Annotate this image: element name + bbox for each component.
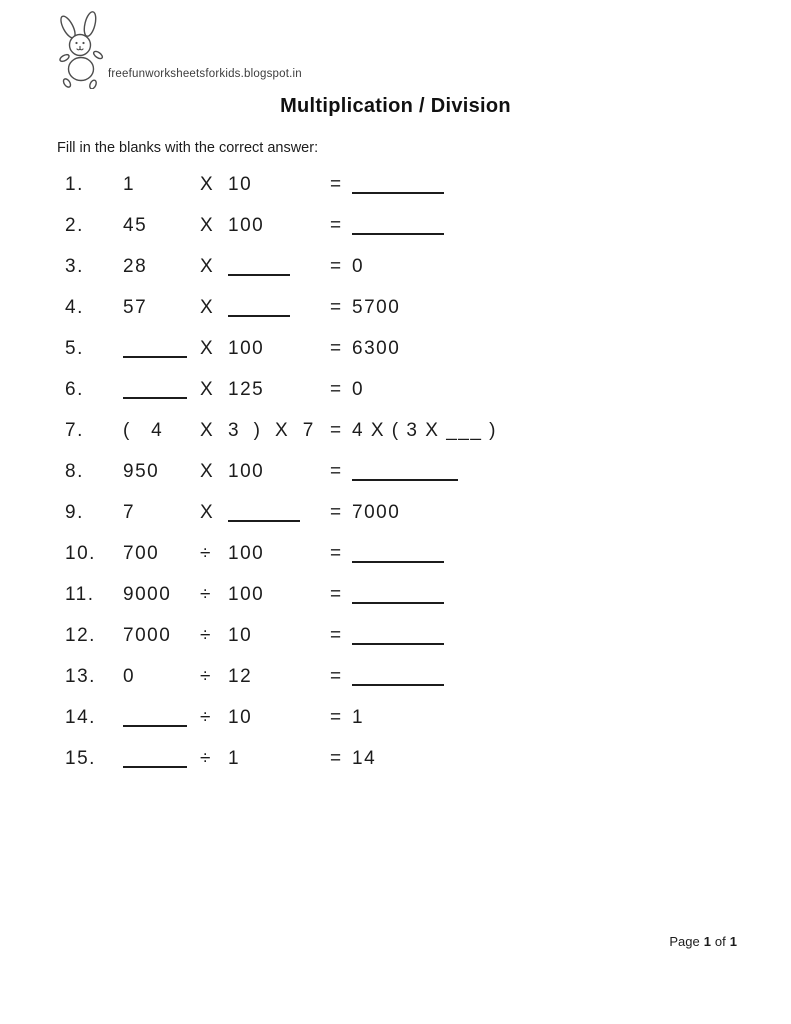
problems-list [0, 164, 791, 779]
operand-1: 0 [123, 666, 136, 687]
operand-2: 10 [228, 625, 253, 646]
operand-2: 100 [228, 338, 265, 359]
equals-sign: = [330, 420, 343, 441]
operand-1: 7000 [123, 625, 172, 646]
equals-sign: = [330, 461, 343, 482]
answer-blank [228, 519, 300, 522]
operand-1: 1 [123, 174, 136, 195]
operator: ÷ [200, 748, 212, 769]
operator: X [200, 461, 215, 482]
operand-2: 3 ) X 7 [228, 420, 315, 441]
problem-row [0, 492, 791, 533]
equals-sign: = [330, 379, 343, 400]
operator: ÷ [200, 584, 212, 605]
problem-row [0, 246, 791, 287]
problem-number: 6. [65, 379, 84, 400]
result [352, 615, 444, 656]
answer-blank [123, 724, 187, 727]
operator: X [200, 297, 215, 318]
operator: X [200, 174, 215, 195]
operator: X [200, 256, 215, 277]
equals-sign: = [330, 297, 343, 318]
equals-sign: = [330, 748, 343, 769]
answer-blank [352, 191, 444, 194]
operand-1: 7 [123, 502, 136, 523]
operator: ÷ [200, 543, 212, 564]
problem-row [0, 615, 791, 656]
result [352, 533, 444, 574]
result: 1 [352, 707, 365, 728]
instruction-text: Fill in the blanks with the correct answer: [57, 140, 319, 156]
operand-1: 950 [123, 461, 160, 482]
result [352, 205, 444, 246]
operand-1: 57 [123, 297, 148, 318]
operand-2: 10 [228, 174, 253, 195]
operand-2: 100 [228, 461, 265, 482]
problem-number: 13. [65, 666, 96, 687]
footer-of-label: of [714, 934, 726, 949]
operand-1: 700 [123, 543, 160, 564]
problem-row [0, 533, 791, 574]
equals-sign: = [330, 707, 343, 728]
equals-sign: = [330, 502, 343, 523]
footer-page-label: Page [669, 934, 700, 949]
operand-1: ( 4 [123, 420, 164, 441]
result [352, 164, 444, 205]
operand-1: 45 [123, 215, 148, 236]
answer-blank [352, 642, 444, 645]
problem-number: 10. [65, 543, 96, 564]
equals-sign: = [330, 584, 343, 605]
problem-number: 14. [65, 707, 96, 728]
footer-page-number: 1 [703, 934, 711, 949]
problem-number: 11. [65, 584, 95, 605]
result: 4 X ( 3 X ___ ) [352, 420, 498, 441]
problem-number: 8. [65, 461, 84, 482]
answer-blank [352, 601, 444, 604]
problem-row [0, 328, 791, 369]
footer-page-total: 1 [729, 934, 737, 949]
answer-blank [228, 314, 290, 317]
answer-blank [123, 355, 187, 358]
problem-number: 9. [65, 502, 84, 523]
problem-number: 15. [65, 748, 96, 769]
operand-2: 12 [228, 666, 253, 687]
operand-1 [123, 369, 200, 410]
problem-row [0, 574, 791, 615]
answer-blank [352, 560, 444, 563]
equals-sign: = [330, 256, 343, 277]
problem-row [0, 410, 791, 451]
problem-row [0, 656, 791, 697]
operand-2 [228, 287, 330, 328]
result [352, 574, 444, 615]
problem-row [0, 451, 791, 492]
operand-2: 125 [228, 379, 265, 400]
equals-sign: = [330, 666, 343, 687]
operator: ÷ [200, 707, 212, 728]
operator: ÷ [200, 666, 212, 687]
problem-row [0, 164, 791, 205]
operator: X [200, 215, 215, 236]
answer-blank [352, 683, 444, 686]
operator: X [200, 420, 215, 441]
equals-sign: = [330, 625, 343, 646]
operator: X [200, 379, 215, 400]
operand-1 [123, 328, 200, 369]
result: 6300 [352, 338, 401, 359]
problem-number: 12. [65, 625, 96, 646]
page-title: Multiplication / Division [280, 95, 511, 117]
operator: X [200, 338, 215, 359]
operand-2: 1 [228, 748, 241, 769]
operator: ÷ [200, 625, 212, 646]
equals-sign: = [330, 338, 343, 359]
result: 14 [352, 748, 377, 769]
result: 7000 [352, 502, 401, 523]
problem-row [0, 697, 791, 738]
answer-blank [123, 396, 187, 399]
result: 0 [352, 256, 365, 277]
problem-number: 2. [65, 215, 84, 236]
operand-2 [228, 492, 330, 533]
result [352, 656, 444, 697]
answer-blank [123, 765, 187, 768]
problem-number: 5. [65, 338, 84, 359]
operand-1: 28 [123, 256, 148, 277]
operand-2: 10 [228, 707, 253, 728]
problem-number: 3. [65, 256, 84, 277]
problem-number: 7. [65, 420, 84, 441]
equals-sign: = [330, 174, 343, 195]
bunny-logo-icon [54, 11, 110, 89]
equals-sign: = [330, 543, 343, 564]
operand-2: 100 [228, 543, 265, 564]
operand-2 [228, 246, 330, 287]
operand-1: 9000 [123, 584, 172, 605]
page-footer [669, 934, 737, 949]
operand-2: 100 [228, 215, 265, 236]
answer-blank [228, 273, 290, 276]
result [352, 451, 458, 492]
problem-number: 1. [65, 174, 84, 195]
result: 0 [352, 379, 365, 400]
operand-2: 100 [228, 584, 265, 605]
operand-1 [123, 697, 200, 738]
equals-sign: = [330, 215, 343, 236]
result: 5700 [352, 297, 401, 318]
operator: X [200, 502, 215, 523]
answer-blank [352, 232, 444, 235]
problem-number: 4. [65, 297, 84, 318]
operand-1 [123, 738, 200, 779]
problem-row [0, 287, 791, 328]
problem-row [0, 369, 791, 410]
site-url: freefunworksheetsforkids.blogspot.in [108, 68, 302, 80]
problem-row [0, 738, 791, 779]
answer-blank [352, 478, 458, 481]
problem-row [0, 205, 791, 246]
